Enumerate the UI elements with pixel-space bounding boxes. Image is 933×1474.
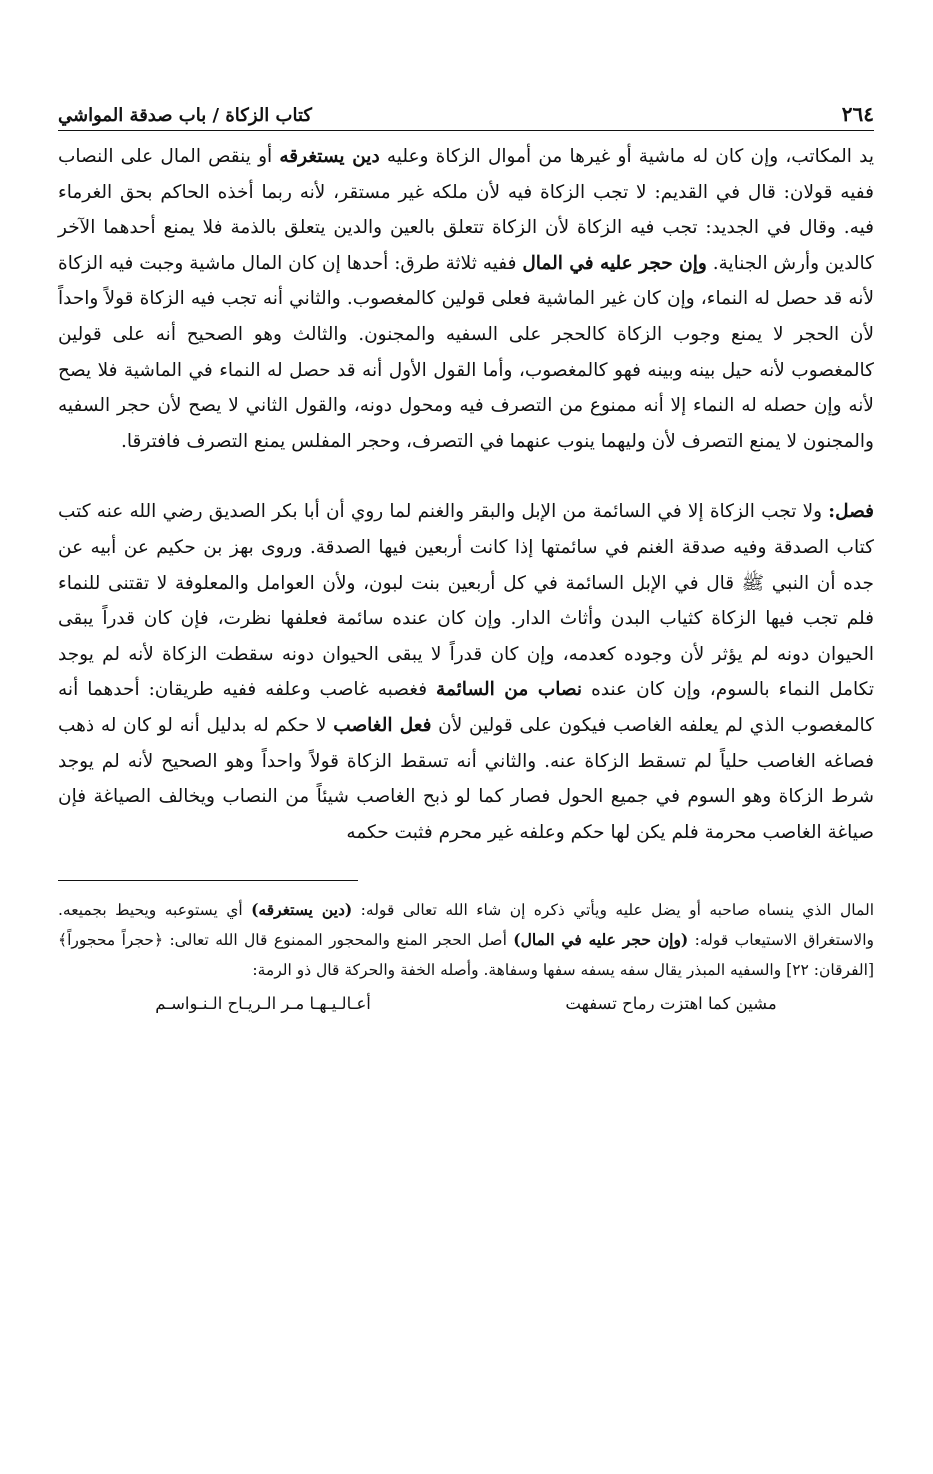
footnote-separator-wrap xyxy=(58,880,874,881)
poetry-verse xyxy=(58,989,874,1019)
page-number: ٢٦٤ xyxy=(841,102,874,126)
paragraph-1 xyxy=(58,139,874,459)
text-run: ففيه ثلاثة طرق: أحدها إن كان المال ماشية وجبت فيه الزكاة لأنه قد حصل له النماء، وإن كان غير الماشية فعلى قولين كالمغصوب. والثاني أنه تجب فيه الزكاة قولاً واحداً لأن الحجر لا يمنع وجوب الزكاة كالحجر على السفيه والمجنون. والثالث وهو الصحيح أنه على قولين كالمغصوب لأنه حيل بينه وبينه فهو كالمغصوب، وأما القول الأول أنه قد حصل له النماء في الماشية فلا يصح لأنه وإن حصله له النماء إلا أنه ممنوع من التصرف فيه ومحول دونه، والقول الثاني لا يصح لأن حجر السفيه والمجنون لا يمنع التصرف لأن وليهما ينوب عنهما في التصرف، وحجر المفلس يمنع التصرف فافترقا. xyxy=(58,252,874,452)
text-run: لا حكم له بدليل أنه لو كان له ذهب فصاغه الغاصب حلياً لم تسقط الزكاة عنه. والثاني أنه تسقط الزكاة قولاً واحداً وهو الصحيح لأنه لم يوجد شرط الزكاة وهو السوم في جميع الحول فصار كما لو ذبح الغاصب شيئاً من النصاب ويخالف الصياغة فإن صياغة الغاصب محرمة فلم يكن لها حكم وعلفه غير محرم فثبت حكمه xyxy=(58,714,874,843)
footnote-paragraph xyxy=(58,895,874,985)
footnotes xyxy=(58,895,874,1019)
bold-term: دين يستغرقه xyxy=(279,146,380,167)
bold-term: نصاب من السائمة xyxy=(436,679,583,701)
text-run: المال الذي ينساه صاحبه أو يضل عليه ويأتي ذكره إن شاء الله تعالى قوله: xyxy=(352,901,874,920)
book-page xyxy=(58,88,874,1019)
verse-second-hemistich: أعـالـيـهـا مـر الـريـاح الـنـواسـم xyxy=(155,994,371,1014)
verse-first-hemistich: مشين كما اهتزت رماح تسفهت xyxy=(565,994,777,1014)
text-run: ولا تجب الزكاة إلا في السائمة من الإبل والبقر والغنم لما روي أن أبا بكر الصديق رضي الله عنه كتب كتاب الصدقة وفيه صدقة الغنم في سائمتها إذا كانت أربعين فيها الصدقة. وروى بهز بن حكيم عن أبيه عن جده أن النبي ﷺ قال في الإبل السائمة في كل أربعين بنت لبون، ولأن العوامل والمعلوفة لا تقتنى للنماء فلم تجب فيها الزكاة كثياب البدن وأثاث الدار. وإن كان عنده سائمة فعلفها نظرت، فإن كان قدراً يبقى الحيوان دونه لم يؤثر لأن وجوده كعدمه، وإن كان قدراً لا يبقى الحيوان دونه سقطت الزكاة لأنه لم يوجد تكامل النماء بالسوم، وإن كان عنده xyxy=(58,501,874,701)
main-text xyxy=(58,139,874,850)
bold-term: فعل الغاصب xyxy=(333,714,432,736)
text-run: يد المكاتب، وإن كان له ماشية أو غيرها من أموال الزكاة وعليه xyxy=(379,146,874,167)
text-run: أي يستوعبه ويحيط بجميعه. والاستغراق الاستيعاب قوله: xyxy=(58,901,874,950)
bold-term: (وإن حجر عليه في المال) xyxy=(513,930,689,950)
text-run: أو ينقص المال على النصاب ففيه قولان: قال في القديم: لا تجب الزكاة فيه لأن ملكه غير مستقر، لأنه ربما أخذه الحاكم بحق الغرماء فيه. وقال في الجديد: تجب فيه الزكاة لأن الزكاة تتعلق بالعين والدين يتعلق بالذمة فلا يمنع أحدهما الآخر كالدين وأرش الجناية. xyxy=(58,146,874,274)
bold-term: (دين يستغرقه) xyxy=(251,900,353,920)
footnote-separator xyxy=(58,880,358,881)
text-run: أصل الحجر المنع والمحجور الممنوع قال الله تعالى: ﴿حجراً محجوراً﴾ [الفرقان: ٢٢] والسفيه المبذر يقال سفه يسفه سفها وسفاهة. وأصله الخفة والحركة قال ذو الرمة: xyxy=(58,931,874,980)
bold-term: وإن حجر عليه في المال xyxy=(522,252,707,274)
section-label: فصل: xyxy=(828,501,874,523)
page-header xyxy=(58,88,874,131)
text-run: فغصبه غاصب وعلفه ففيه طريقان: أحدهما أنه كالمغصوب الذي لم يعلفه الغاصب فيكون على قولين لأن xyxy=(58,679,874,736)
paragraph-2 xyxy=(58,494,874,850)
running-title: كتاب الزكاة / باب صدقة المواشي xyxy=(58,105,312,126)
